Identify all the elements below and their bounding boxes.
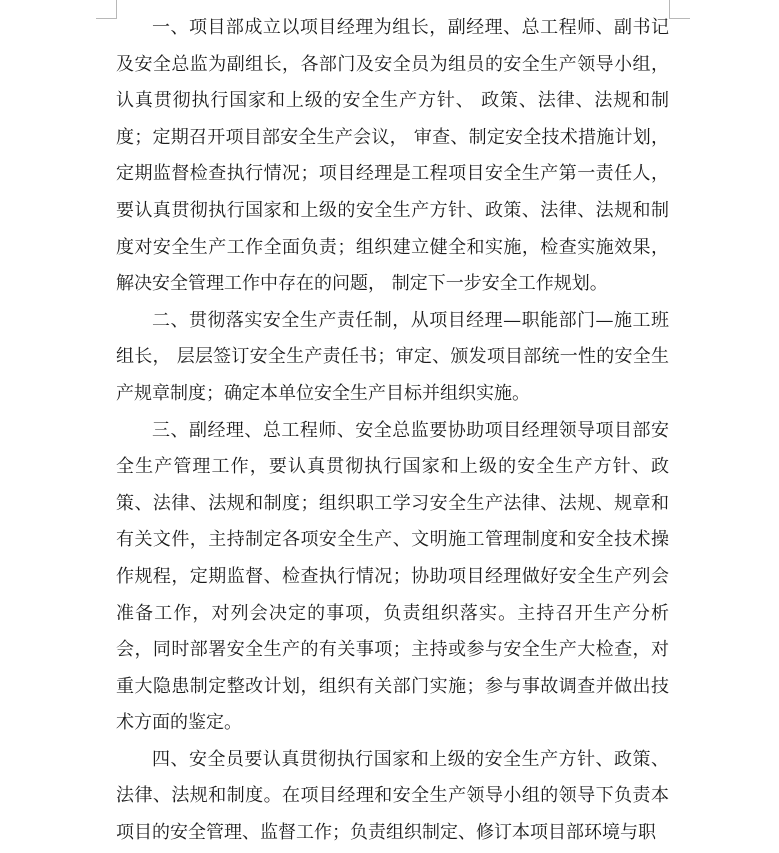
paragraph-2: 二、贯彻落实安全生产责任制，从项目经理—职能部门—施工班组长， 层层签订安全生产责任书；审定、颁发项目部统一性的安全生产规章制度；确定本单位安全生产目标并组织实施。 xyxy=(116,309,669,404)
margin-corner-mark-right xyxy=(669,0,690,19)
margin-corner-mark-left xyxy=(96,0,117,19)
paragraph-3: 三、副经理、总工程师、安全总监要协助项目经理领导项目部安全生产管理工作，要认真贯彻执行国家和上级的安全生产方针、政策、法律、法规和制度；组织职工学习安全生产法律、法规、规章和有关文件，主持制定各项安全生产、文明施工管理制度和安全技术操作规程，定期监督、检查执行情况；协助项目经理做好安全生产列会准备工作，对列会决定的事项，负责组织落实。主持召开生产分析会，同时部署安全生产的有关事项；主持或参与安全生产大检查，对重大隐患制定整改计划，组织有关部门实施；参与事故调查并做出技术方面的鉴定。 xyxy=(116,419,669,734)
paragraph-1: 一、项目部成立以项目经理为组长，副经理、总工程师、副书记及安全总监为副组长，各部门及安全员为组员的安全生产领导小组，认真贯彻执行国家和上级的安全生产方针、 政策、法律、法规和制度；定期召开项目部安全生产会议， 审查、制定安全技术措施计划，定期监督检查执行情况；项目经理是工程项目安全生产第一责任人，要认真贯彻执行国家和上级的安全生产方针、政策、法律、法规和制度对安全生产工作全面负责；组织建立健全和实施，检查实施效果，解决安全管理工作中存在的问题， 制定下一步安全工作规划。 xyxy=(116,17,669,295)
paragraph-4: 四、安全员要认真贯彻执行国家和上级的安全生产方针、政策、法律、法规和制度。在项目经理和安全生产领导小组的领导下负责本项目的安全管理、监督工作；负责组织制定、修订本项目部环境与职 xyxy=(116,748,669,844)
document-body xyxy=(116,10,669,852)
